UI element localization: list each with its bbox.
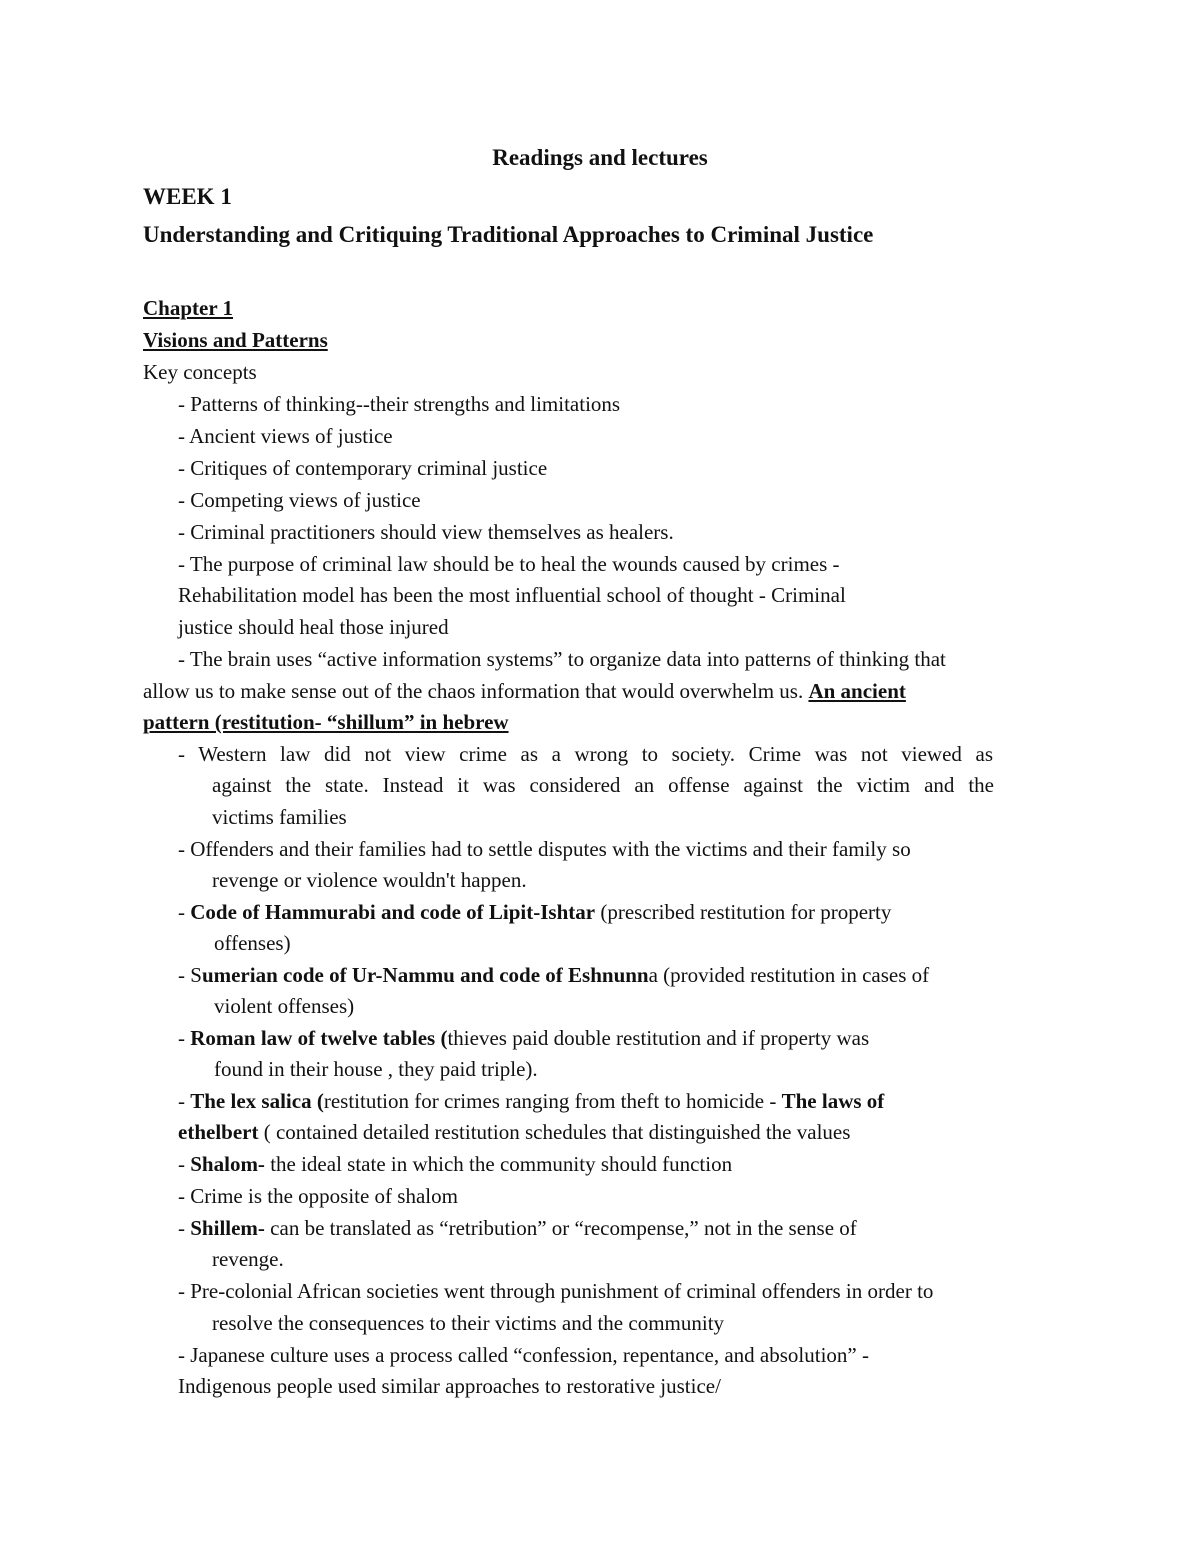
list-item (178, 1088, 884, 1114)
text-line: revenge or violence wouldn't happen. (212, 868, 527, 892)
text-run: a (provided restitution in cases of (648, 963, 930, 987)
bold-term: ethelbert (178, 1120, 259, 1144)
list-item (178, 962, 929, 988)
bold-term: umerian code of Ur-Nammu and code of Eshnunn (201, 963, 649, 987)
list-item: - The purpose of criminal law should be to heal the wounds caused by crimes - (178, 552, 840, 576)
list-item: - Crime is the opposite of shalom (178, 1184, 458, 1208)
list-item: - The brain uses “active information systems” to organize data into patterns of thinking that (178, 647, 946, 671)
text-run: - S (178, 963, 202, 987)
text-run: - (178, 1152, 191, 1176)
ancient-pattern-heading: An ancient (808, 679, 906, 703)
text-line: victims families (212, 805, 347, 829)
text-run: restitution for crimes ranging from theft to homicide - (323, 1089, 782, 1113)
document-title: Readings and lectures (492, 145, 708, 170)
text-line: resolve the consequences to their victims and the community (212, 1311, 725, 1335)
text-run: ( contained detailed restitution schedules that distinguished the values (258, 1120, 851, 1144)
list-item: - Criminal practitioners should view themselves as healers. (178, 520, 674, 544)
list-item (178, 1151, 732, 1177)
text-line: violent offenses) (214, 994, 355, 1018)
list-item: - Western law did not view crime as a wrong to society. Crime was not viewed as (178, 742, 993, 766)
bold-term: The lex salica ( (190, 1089, 324, 1113)
key-concepts-label: Key concepts (143, 360, 257, 384)
text-run: allow us to make sense out of the chaos information that would overwhelm us. (143, 679, 809, 703)
text-run: - (178, 1089, 191, 1113)
text-line: found in their house , they paid triple). (214, 1057, 538, 1081)
chapter-title: Visions and Patterns (143, 328, 328, 352)
bold-term: Shillem- (190, 1216, 265, 1240)
text-line: revenge. (212, 1247, 284, 1271)
restitution-heading: pattern (restitution- “shillum” in hebrew (143, 710, 509, 734)
text-line: justice should heal those injured (178, 615, 449, 639)
bold-term: Roman law of twelve tables ( (190, 1026, 448, 1050)
bold-term: Shalom- (190, 1152, 265, 1176)
list-item: - Offenders and their families had to settle disputes with the victims and their family so (178, 837, 911, 861)
week-heading: WEEK 1 (143, 184, 232, 209)
section-subtitle: Understanding and Critiquing Traditional Approaches to Criminal Justice (143, 222, 874, 247)
text-run: can be translated as “retribution” or “recompense,” not in the sense of (264, 1216, 857, 1240)
text-run: (prescribed restitution for property (595, 900, 892, 924)
list-item (178, 1215, 857, 1241)
text-line (143, 678, 906, 704)
list-item (178, 1025, 869, 1051)
text-line: against the state. Instead it was considered an offense against the victim and the (212, 773, 994, 797)
bold-term: Code of Hammurabi and code of Lipit-Ishtar (190, 900, 596, 924)
text-run: the ideal state in which the community should function (264, 1152, 733, 1176)
list-item: - Pre-colonial African societies went through punishment of criminal offenders in order to (178, 1279, 934, 1303)
text-run: thieves paid double restitution and if property was (447, 1026, 870, 1050)
list-item (178, 899, 891, 925)
text-run: - (178, 900, 191, 924)
list-item: - Ancient views of justice (178, 424, 393, 448)
text-run: - (178, 1216, 191, 1240)
list-item: - Japanese culture uses a process called “confession, repentance, and absolution” - (178, 1343, 869, 1367)
text-line: offenses) (214, 931, 291, 955)
list-item: - Competing views of justice (178, 488, 421, 512)
bold-term: The laws of (781, 1089, 885, 1113)
list-item: - Patterns of thinking--their strengths and limitations (178, 392, 621, 416)
text-line (178, 1119, 850, 1145)
list-item: - Critiques of contemporary criminal justice (178, 456, 548, 480)
text-line: Rehabilitation model has been the most influential school of thought - Criminal (178, 583, 846, 607)
text-run: - (178, 1026, 191, 1050)
chapter-heading: Chapter 1 (143, 296, 234, 320)
text-line: Indigenous people used similar approaches to restorative justice/ (178, 1374, 721, 1398)
